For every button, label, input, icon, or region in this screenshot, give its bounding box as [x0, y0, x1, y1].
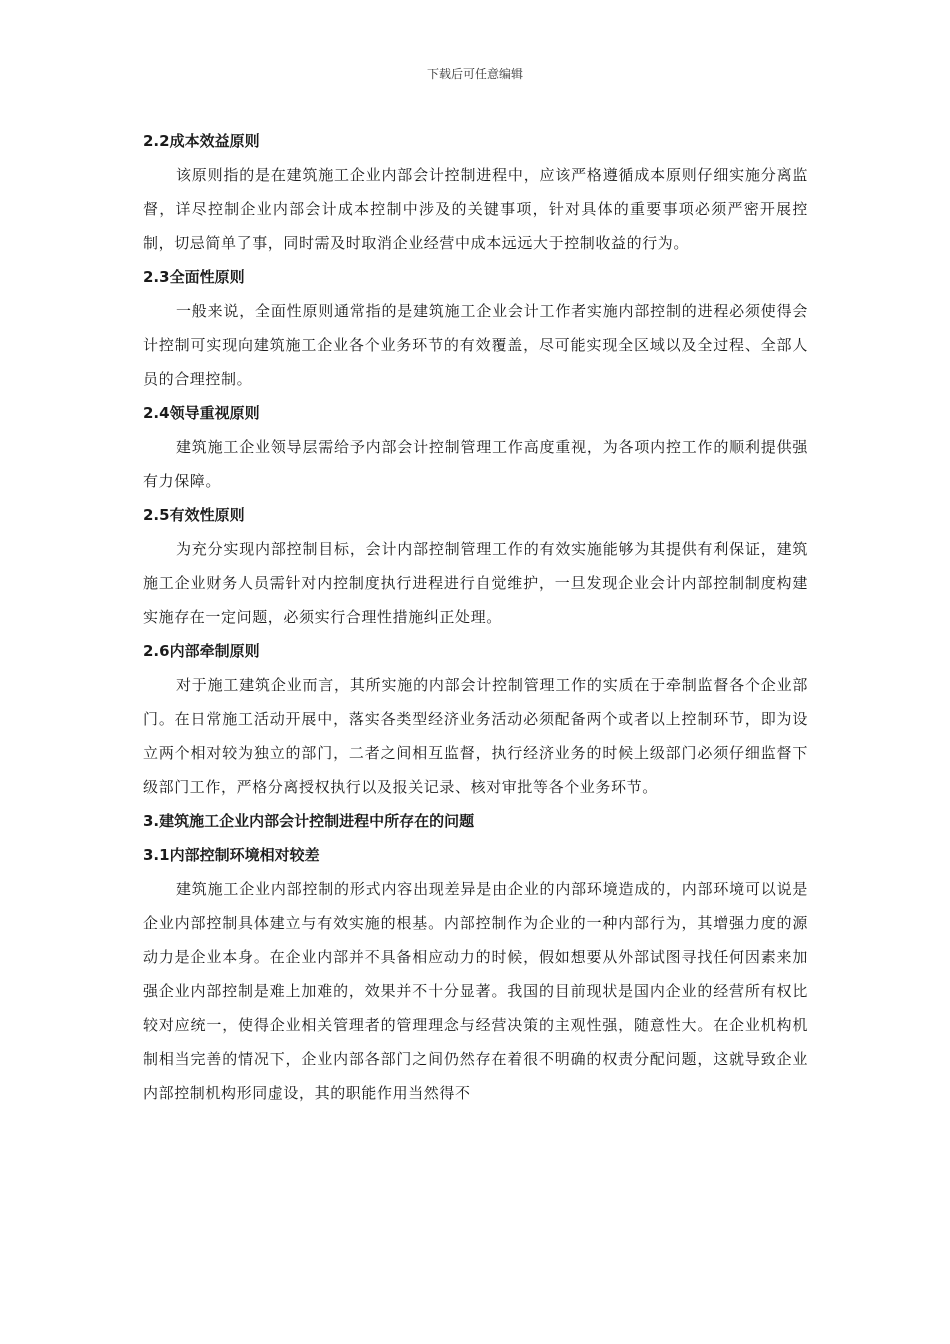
section-heading-2-3: 2.3全面性原则	[143, 268, 245, 286]
section-heading-2-6: 2.6内部牵制原则	[143, 642, 260, 660]
section-paragraph-2-4: 建筑施工企业领导层需给予内部会计控制管理工作高度重视，为各项内控工作的顺利提供强有力保障。	[143, 438, 808, 490]
section-paragraph-2-5: 为充分实现内部控制目标，会计内部控制管理工作的有效实施能够为其提供有利保证，建筑施工企业财务人员需针对内控制度执行进程进行自觉维护，一旦发现企业会计内部控制制度构建实施存在一定问题，必须实行合理性措施纠正处理。	[143, 540, 808, 626]
section-paragraph-2-6: 对于施工建筑企业而言，其所实施的内部会计控制管理工作的实质在于牵制监督各个企业部门。在日常施工活动开展中，落实各类型经济业务活动必须配备两个或者以上控制环节，即为设立两个相对较为独立的部门，二者之间相互监督，执行经济业务的时候上级部门必须仔细监督下级部门工作，严格分离授权执行以及报关记录、核对审批等各个业务环节。	[143, 676, 808, 796]
section-heading-2-5: 2.5有效性原则	[143, 506, 245, 524]
document-body	[143, 124, 808, 1110]
section-paragraph-3-1: 建筑施工企业内部控制的形式内容出现差异是由企业的内部环境造成的，内部环境可以说是企业内部控制具体建立与有效实施的根基。内部控制作为企业的一种内部行为，其增强力度的源动力是企业本身。在企业内部并不具备相应动力的时候，假如想要从外部试图寻找任何因素来加强企业内部控制是难上加难的，效果并不十分显著。我国的目前现状是国内企业的经营所有权比较对应统一，使得企业相关管理者的管理理念与经营决策的主观性强，随意性大。在企业机构机制相当完善的情况下，企业内部各部门之间仍然存在着很不明确的权责分配问题，这就导致企业内部控制机构形同虚设，其的职能作用当然得不	[143, 880, 808, 1102]
page-header-note: 下载后可任意编辑	[426, 67, 523, 81]
chapter-heading-3: 3.建筑施工企业内部会计控制进程中所存在的问题	[143, 812, 475, 830]
section-paragraph-2-3: 一般来说，全面性原则通常指的是建筑施工企业会计工作者实施内部控制的进程必须使得会计控制可实现向建筑施工企业各个业务环节的有效覆盖，尽可能实现全区域以及全过程、全部人员的合理控制。	[143, 302, 808, 388]
section-heading-2-4: 2.4领导重视原则	[143, 404, 260, 422]
section-heading-2-2: 2.2成本效益原则	[143, 132, 260, 150]
section-paragraph-2-2: 该原则指的是在建筑施工企业内部会计控制进程中，应该严格遵循成本原则仔细实施分离监督，详尽控制企业内部会计成本控制中涉及的关键事项，针对具体的重要事项必须严密开展控制，切忌简单了事，同时需及时取消企业经营中成本远远大于控制收益的行为。	[143, 166, 808, 252]
section-heading-3-1: 3.1内部控制环境相对较差	[143, 846, 320, 864]
